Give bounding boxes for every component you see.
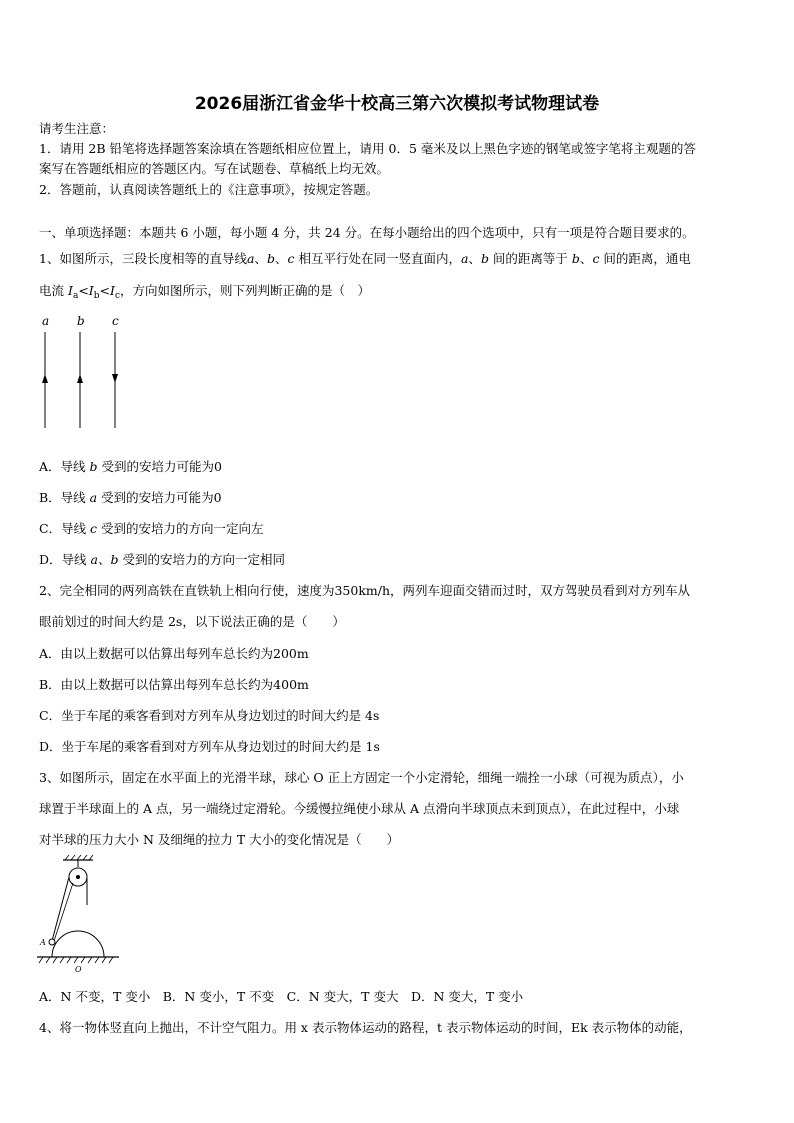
section-heading: 一、单项选择题：本题共 6 小题，每小题 4 分，共 24 分。在每小题给出的四个选项中，只有一项是符合题目要求的。: [39, 225, 695, 240]
q2-stem-line-2: 眼前划过的时间大约是 2s，以下说法正确的是（ ）: [39, 614, 345, 629]
notice-heading: 请考生注意：: [39, 121, 115, 136]
q1-option-c: C．导线 c 受到的安培力的方向一定向左: [39, 521, 264, 536]
q1-stem-line-2: 电流 $I_a<I_b<I_c$，方向如图所示，则下列判断正确的是（ ）: [39, 283, 371, 301]
q2-option-c: C．坐于车尾的乘客看到对方列车从身边划过的时间大约是 4s: [39, 708, 380, 723]
q4-stem-line-1: 4、将一物体竖直向上抛出，不计空气阻力。用 x 表示物体运动的路程，t 表示物体运动的时间，Ek 表示物体的动能，: [39, 1020, 692, 1035]
q2-stem-line-1: 2、完全相同的两列高铁在直铁轨上相向行使，速度为350km/h，两列车迎面交错而过时，双方驾驶员看到对方列车从: [39, 583, 691, 598]
hemisphere: [52, 931, 104, 957]
notice-line-1b: 案写在答题纸相应的答题区内。写在试题卷、草稿纸上均无效。: [39, 161, 390, 176]
page-title: 2026届浙江省金华十校高三第六次模拟考试物理试卷: [194, 94, 600, 114]
q2-option-d: D．坐于车尾的乘客看到对方列车从身边划过的时间大约是 1s: [39, 739, 380, 754]
wire-a-arrow-up-icon: [42, 374, 48, 383]
wire-c-label: c: [112, 314, 119, 328]
wire-b-label: b: [77, 314, 85, 328]
wire-c-arrow-down-icon: [112, 374, 118, 383]
wire-a-label: a: [42, 314, 50, 328]
center-o-label: O: [75, 965, 82, 974]
q3-stem-line-2: 球置于半球面上的 A 点，另一端绕过定滑轮。今缓慢拉绳使小球从 A 点滑向半球顶点未到顶点），在此过程中，小球: [39, 801, 680, 816]
q2-option-b: B．由以上数据可以估算出每列车总长约为400m: [39, 677, 309, 692]
notice-line-1: 1．请用 2B 铅笔将选择题答案涂填在答题纸相应位置上，请用 0．5 毫米及以上黑色字迹的钢笔或签字笔将主观题的答: [39, 141, 696, 156]
q2-option-a: A．由以上数据可以估算出每列车总长约为200m: [39, 646, 309, 661]
q1-option-a: A．导线 b 受到的安培力可能为0: [39, 459, 222, 474]
ball-icon: [49, 939, 55, 945]
q1-wires-figure: [30, 310, 140, 435]
wire-b-arrow-up-icon: [77, 374, 83, 383]
q1-option-b: B．导线 a 受到的安培力可能为0: [39, 490, 222, 505]
q1-stem-line-1: 1、如图所示，三段长度相等的直导线a、b、c 相互平行处在同一竖直面内，a、b 间的距离等于 b、c 间的距离，通电: [39, 251, 691, 266]
q3-stem-line-1: 3、如图所示，固定在水平面上的光滑半球，球心 O 正上方固定一个小定滑轮，细绳一端拴一小球（可视为质点），小: [39, 770, 684, 785]
q3-pulley-figure: [35, 855, 125, 975]
point-a-label: A: [40, 938, 46, 947]
notice-line-2: 2．答题前，认真阅读答题纸上的《注意事项》，按规定答题。: [39, 182, 379, 197]
q1-option-d: D．导线 a、b 受到的安培力的方向一定相同: [39, 552, 285, 567]
rope-to-ball: [52, 877, 69, 941]
q3-options: A．N 不变，T 变小 B．N 变小，T 不变 C．N 变大，T 变大 D．N 变大，T 变小: [39, 989, 524, 1004]
q3-stem-line-3: 对半球的压力大小 N 及细绳的拉力 T 大小的变化情况是（ ）: [39, 832, 400, 847]
